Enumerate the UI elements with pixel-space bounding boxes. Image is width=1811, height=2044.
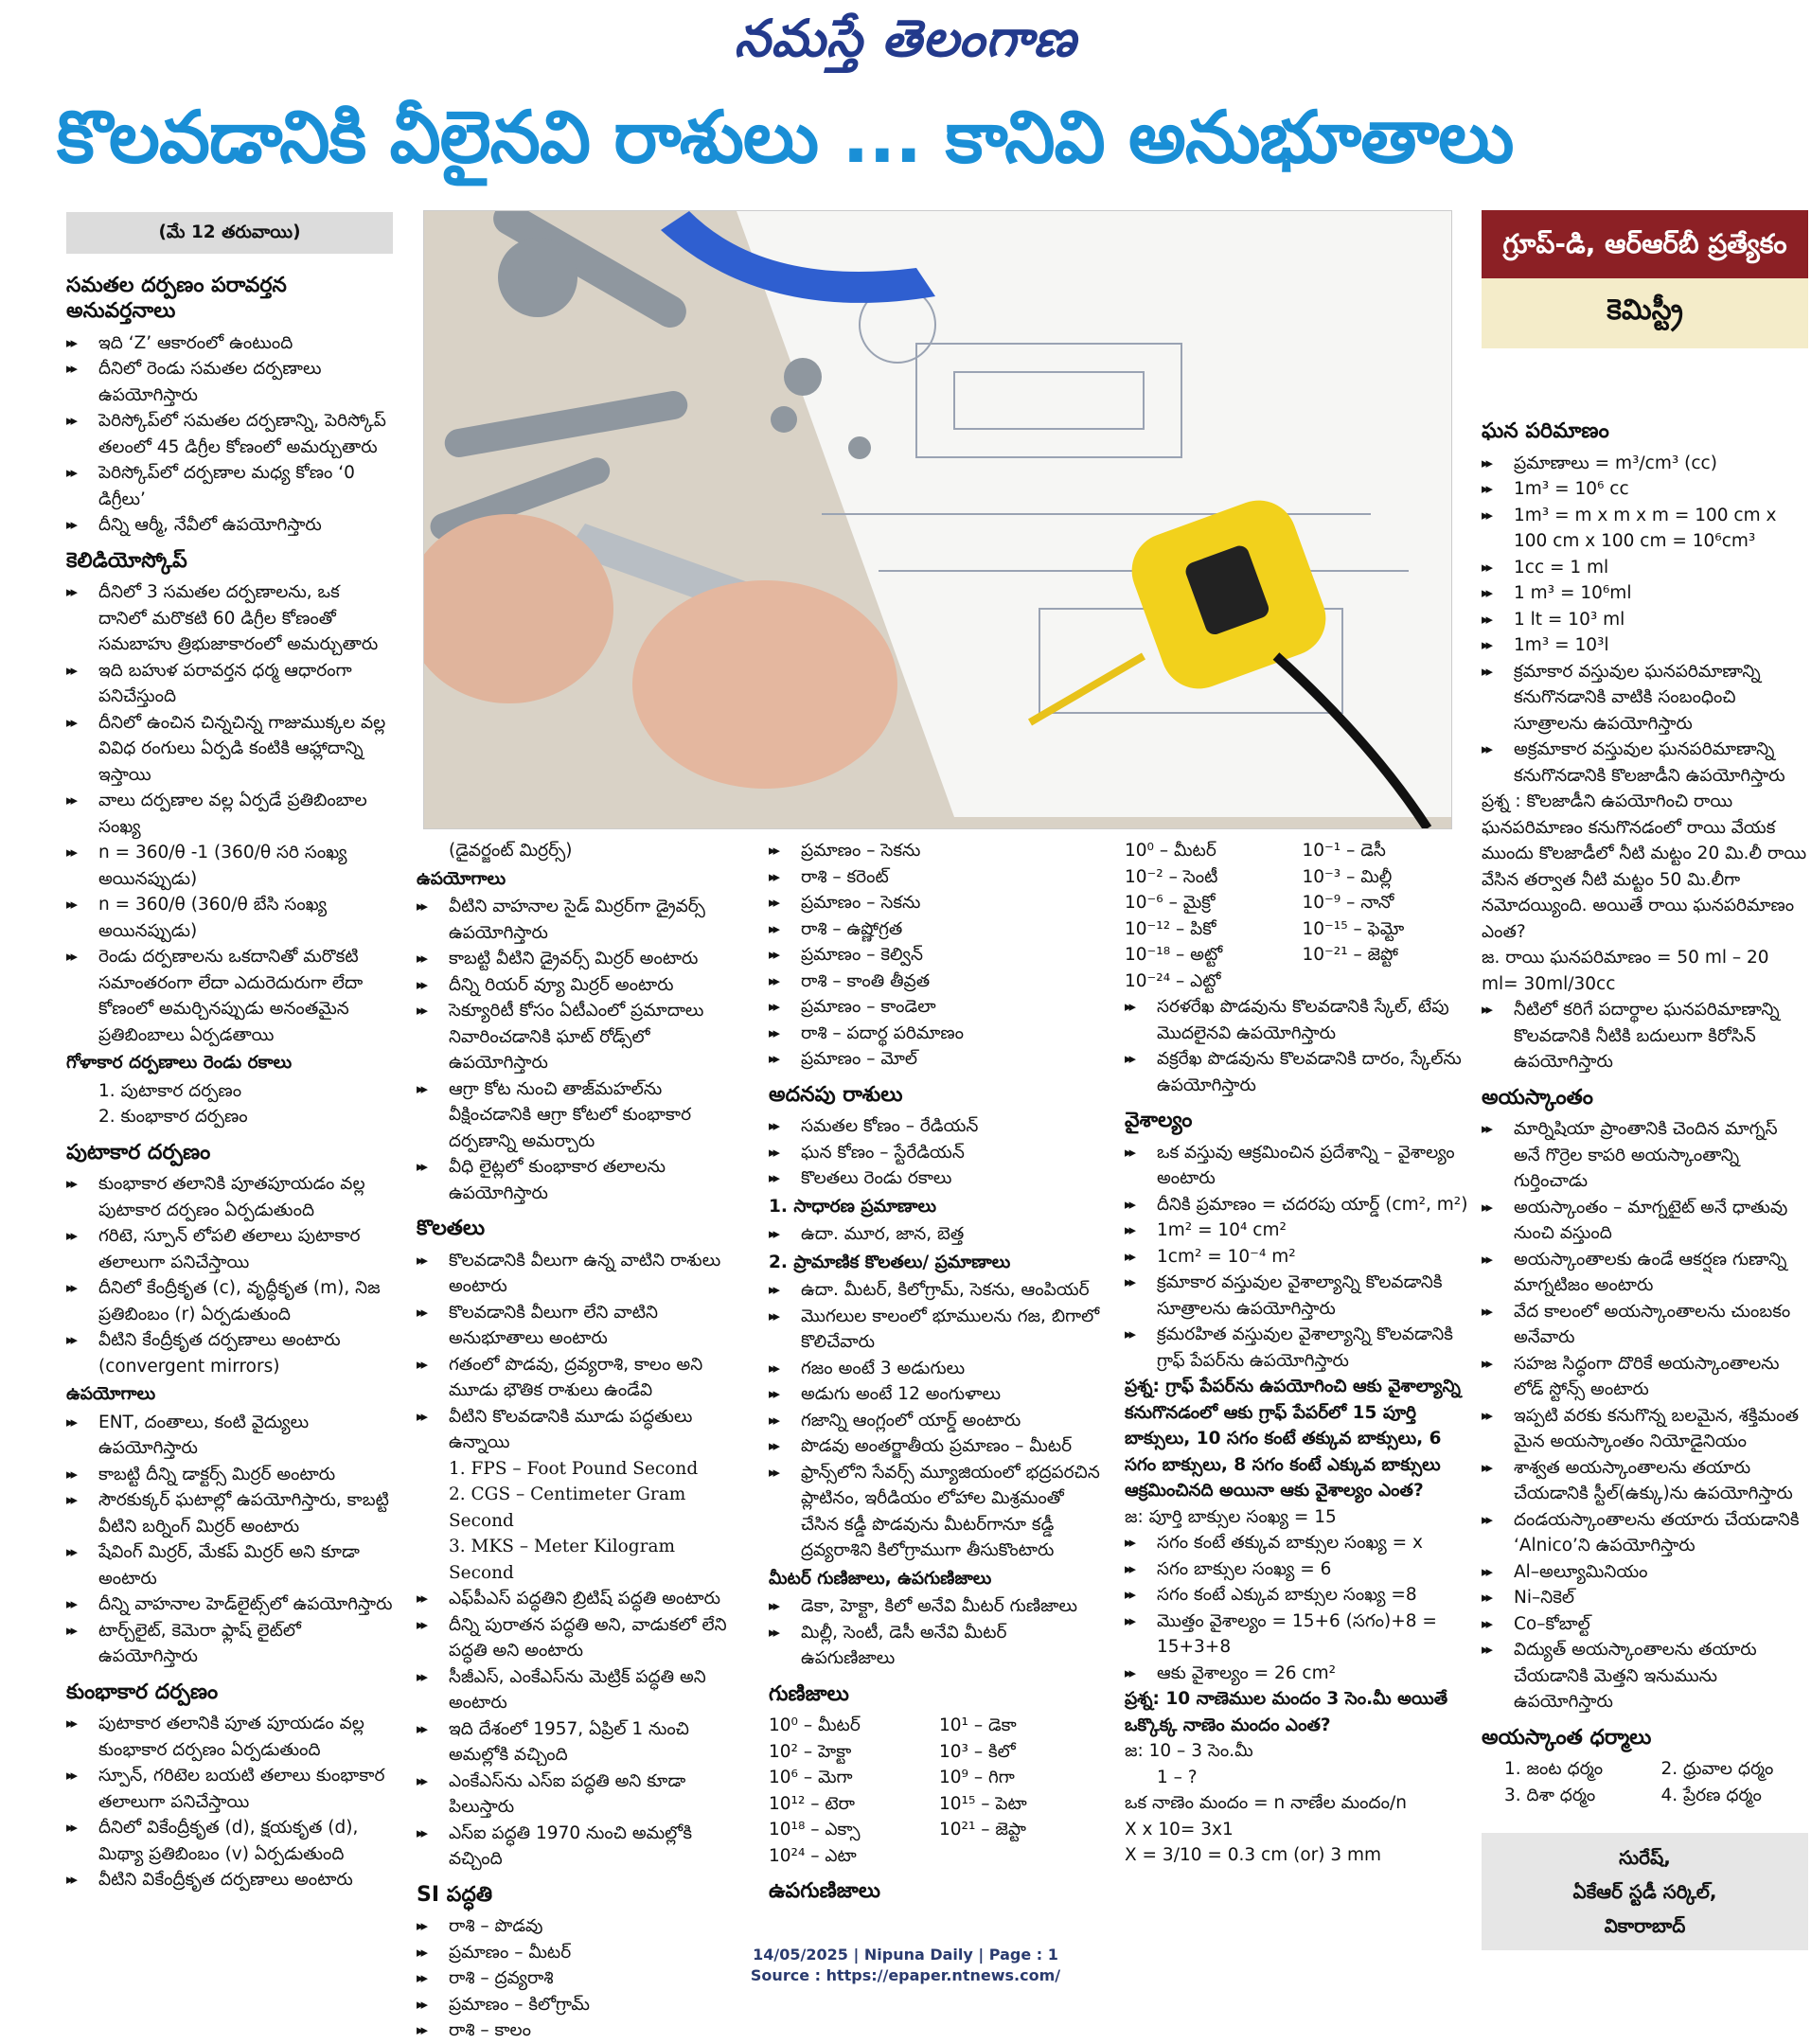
answer-line: జ: 10 – 3 సెం.మీ (1125, 1741, 1253, 1761)
list-item: ▸▸ సౌరకుక్కర్‌ ఘటాల్లో ఉపయోగిస్తారు, కాబట్టి వీటిని బర్నింగ్‌ మిర్రర్‌ అంటారు (66, 1487, 393, 1539)
list-item: ▸▸ వీటిని వికేంద్రీకృత దర్పణాలు అంటారు (66, 1867, 393, 1893)
list-standard-units (769, 1277, 1100, 1564)
list-item: ▸▸ దీనిలో రెండు సమతల దర్పణాలు ఉపయోగిస్తారు (66, 356, 393, 408)
list-item: ▸▸ ఉదా. మీటర్‌, కిలోగ్రామ్‌, సెకను, ఆంపియర్‌ (769, 1277, 1100, 1304)
list-item: ▸▸ ప్రమాణం – మీటర్‌ (417, 1940, 738, 1966)
list-item: ▸▸ ప్రమాణం – సెకను (769, 890, 1100, 916)
list-item: ▸▸ కాబట్టి దీన్ని డాక్టర్స్‌ మిర్రర్‌ అంటారు (66, 1462, 393, 1488)
list-item: ▸▸ క్రమాకార వస్తువుల ఘనపరిమాణాన్ని కనుగొనడానికి వాటికి సంబంధించి సూత్రాలను ఉపయోగిస్తారు (1482, 659, 1808, 738)
list-measurements (417, 1248, 738, 1456)
list-item: ▸▸ ఒక వస్తువు ఆక్రమించిన ప్రదేశాన్ని – వైశాల్యం అంటారు (1125, 1140, 1470, 1192)
column-a (66, 212, 393, 1893)
list-item: ▸▸ ENT, దంతాలు, కంటి వైద్యులు ఉపయోగిస్తారు (66, 1410, 393, 1462)
list-item: ▸▸ 1m³ = 10³l (1482, 632, 1808, 659)
author-org: ఏకేఆర్‌ స్టడీ సర్కిల్‌, (1572, 1880, 1717, 1903)
list-meter-multiples (769, 1593, 1100, 1672)
multiple-item: 10¹² – టెరా (769, 1793, 856, 1814)
multiple-item: 10² – హెక్టా (769, 1741, 852, 1762)
list-item: ▸▸ n = 360/θ -1 (360/θ సరి సంఖ్య అయినప్పుడు) (66, 840, 393, 892)
heading-standard-units: 2. ప్రామాణిక కొలతలు/ ప్రమాణాలు (769, 1252, 1011, 1272)
column-e (1482, 409, 1808, 1950)
list-item: ▸▸ వీటిని వాహనాల సైడ్‌ మిర్రర్‌గా డ్రైవర్స్‌ ఉపయోగిస్తారు (417, 894, 738, 946)
section-header-box (1482, 210, 1808, 348)
list-item: ▸▸ రాశి – ద్రవ్యరాశి (417, 1965, 738, 1992)
list-item: ▸▸ ఇది బహుళ పరావర్తన ధర్మ ఆధారంగా పనిచేస్తుంది (66, 658, 393, 710)
list-item: ▸▸ సగం కంటే ఎక్కువ బాక్సుల సంఖ్య =8 (1125, 1582, 1470, 1609)
submultiple-item: 10⁻⁹ – నానో (1302, 893, 1394, 913)
list-item: ▸▸ స్పూన్‌, గరిటెల బయటి తలాలు కుంభాకార తలాలుగా పనిచేస్తాయి (66, 1763, 393, 1815)
list-item: ▸▸ ఫ్రాన్స్‌లోని సేవర్స్‌ మ్యూజియంలో భద్రపరచిన ప్లాటినం, ఇరీడియం లోహాల మిశ్రమంతో చేసిన కడ్డీ పొడవును మీటర్‌గానూ కడ్డీ ద్రవ్యరాశిని కిలోగ్రాముగా తీసుకొంటారు (769, 1460, 1100, 1564)
list-item: ▸▸ 1cc = 1 ml (1482, 555, 1808, 581)
list-item: ▸▸ సగం బాక్సుల సంఖ్య = 6 (1125, 1556, 1470, 1583)
list-item: ▸▸ రాశి – కాంతి తీవ్రత (769, 969, 1100, 995)
list-item: ▸▸ దీనిలో ఉంచిన చిన్నచిన్న గాజుముక్కల వల్ల వివిధ రంగులు ఏర్పడి కంటికి ఆహ్లాదాన్ని ఇస్తాయి (66, 710, 393, 789)
property-item: 3. దిశా ధర్మం (1504, 1785, 1596, 1805)
list-item: ▸▸ ఎస్‌ఐ పద్ధతి 1970 నుంచి అమల్లోకి వచ్చింది (417, 1821, 738, 1873)
column-c (769, 838, 1100, 1911)
list-item: ▸▸ ఆకు వైశాల్యం = 26 cm² (1125, 1661, 1470, 1687)
list-item: ▸▸ ఇది ‘Z’ ఆకారంలో ఉంటుంది (66, 330, 393, 357)
list-item: ▸▸ గరిటె, స్పూన్‌ లోపలి తలాలు పుటాకార తలాలుగా పనిచేస్తాయి (66, 1223, 393, 1275)
list-item: ▸▸ అయస్కాంతాలకు ఉండే ఆకర్షణ గుణాన్ని మాగ్నటిజం అంటారు (1482, 1247, 1808, 1299)
continued-text: (డైవర్జంట్‌ మిర్రర్స్‌) (449, 841, 573, 861)
list-item: ▸▸ వక్రరేఖ పొడవును కొలవడానికి దారం, స్కేల్‌ను ఉపయోగిస్తారు (1125, 1046, 1470, 1098)
list-item: ▸▸ సగం కంటే తక్కువ బాక్సుల సంఖ్య = x (1125, 1530, 1470, 1556)
list-item: ▸▸ రాశి – కాలం (417, 2017, 738, 2044)
list-item: ▸▸ దీన్ని వాహనాల హెడ్‌లైట్స్‌లో ఉపయోగిస్తారు (66, 1591, 393, 1618)
list-concave (66, 1171, 393, 1379)
list-item: ▸▸ కొలతలు రెండు రకాలు (769, 1165, 1100, 1192)
list-item: 2. కుంభాకార దర్పణం (98, 1107, 248, 1127)
list-item: ▸▸ మార్నిషియా ప్రాంతానికి చెందిన మాగ్నస్‌ అనే గొర్రెల కాపరి అయస్కాంతాన్ని గుర్తించాడు (1482, 1116, 1808, 1195)
list-item: ▸▸ మిల్లీ, సెంటీ, డెసీ అనేవి మీటర్‌ ఉపగుణిజాలు (769, 1620, 1100, 1672)
footer-source-line[interactable]: Source : https://epaper.ntnews.com/ (750, 1966, 1061, 1984)
list-item: ▸▸ 1m³ = m x m x m = 100 cm x 100 cm x 100 cm = 10⁶cm³ (1482, 503, 1808, 555)
list-item: ▸▸ 1cm² = 10⁻⁴ m² (1125, 1244, 1470, 1271)
section-title: గ్రూప్‌-డి, ఆర్‌ఆర్‌బీ ప్రత్యేకం (1482, 210, 1808, 278)
list-area (1125, 1140, 1470, 1375)
list-item: ▸▸ వాలు దర్పణాల వల్ల ఏర్పడే ప్రతిబింబాల సంఖ్య (66, 788, 393, 840)
list-leaf-solution (1125, 1530, 1470, 1686)
list-general-units (769, 1221, 1100, 1248)
list-item: ▸▸ క్రమాకార వస్తువుల వైశాల్యాన్ని కొలవడానికి సూత్రాలను ఉపయోగిస్తారు (1125, 1270, 1470, 1322)
answer-line: 1 – ? (1157, 1767, 1198, 1787)
list-volume (1482, 451, 1808, 790)
submultiple-item: 10⁻³ – మిల్లీ (1302, 866, 1393, 887)
multiple-item: 10⁶ – మెగా (769, 1768, 853, 1787)
list-item: ▸▸ n = 360/θ (360/θ బేసి సంఖ్య అయినప్పుడు) (66, 892, 393, 944)
heading-magnet-properties: అయస్కాంత ధర్మాలు (1482, 1725, 1652, 1750)
list-item: ▸▸ ప్రమాణం – మోల్‌ (769, 1046, 1100, 1073)
question-coin-thickness: ప్రశ్న: 10 నాణెముల మందం 3 సెం.మీ అయితే ఒక్కొక్క నాణెం మందం ఎంత? (1125, 1689, 1448, 1735)
submultiple-item: 10⁻² – సెంటీ (1125, 866, 1218, 887)
list-item: ▸▸ దీనిలో 3 సమతల దర్పణాలను, ఒక దానిలో మరొకటి 60 డిగ్రీల కోణంతో సమబాహు త్రిభుజాకారంలో అమర్చుతారు (66, 579, 393, 658)
list-item: ▸▸ వీటిని కొలవడానికి మూడు పద్ధతులు ఉన్నాయి (417, 1404, 738, 1456)
list-additional (769, 1113, 1100, 1192)
multiple-item: 10¹⁵ – పెటా (939, 1793, 1027, 1814)
list-systems-notes (417, 1586, 738, 1873)
multiple-item: 10¹ – డెకా (939, 1715, 1017, 1735)
list-item: ▸▸ ప్రమాణం – కాండెలా (769, 994, 1100, 1021)
masthead-logo: నమస్తే తెలంగాణ (734, 8, 1077, 68)
column-b (417, 838, 738, 2044)
list-item: ▸▸ దీన్ని ఆర్మీ, నేవీలో ఉపయోగిస్తారు (66, 512, 393, 539)
list-item: ▸▸ ఘన కోణం – స్టేరేడియన్‌ (769, 1140, 1100, 1166)
multiple-item: 10³ – కిలో (939, 1741, 1016, 1762)
list-item: ▸▸ గజం అంటే 3 అడుగులు (769, 1356, 1100, 1382)
list-item: ▸▸ నీటిలో కరిగే పదార్థాల ఘనపరిమాణాన్ని కొలవడానికి నీటికి బదులుగా కిరోసిన్‌ ఉపయోగిస్తారు (1482, 997, 1808, 1075)
list-item: ▸▸ ఇది దేశంలో 1957, ఏప్రిల్‌ 1 నుంచి అమల్లోకి వచ్చింది (417, 1716, 738, 1769)
list-item: ▸▸ క్రమరహిత వస్తువుల వైశాల్యాన్ని కొలవడానికి గ్రాఫ్‌ పేపర్‌ను ఉపయోగిస్తారు (1125, 1322, 1470, 1374)
heading-measurements: కొలతలు (417, 1217, 486, 1240)
heading-concave-mirror: పుటాకార దర్పణం (66, 1140, 211, 1164)
list-item: ▸▸ సమతల కోణం – రేడియన్‌ (769, 1113, 1100, 1140)
headline: కొలవడానికి వీలైనవి రాశులు ... కానివి అనుభూతాలు (57, 95, 1514, 179)
heading-general-units: 1. సాధారణ ప్రమాణాలు (769, 1196, 937, 1217)
list-item: ▸▸ ప్రమాణాలు = m³/cm³ (cc) (1482, 451, 1808, 477)
list-item: ▸▸ పెరిస్కోప్‌లో సమతల దర్పణాన్ని, పెరిస్కోప్‌ తలంలో 45 డిగ్రీల కోణంలో అమర్చుతారు (66, 408, 393, 460)
submultiple-item: 10⁰ – మీటర్‌ (1125, 841, 1216, 861)
list-item: ▸▸ ఎంకేఎస్‌ను ఎస్‌ఐ పద్ధతి అని కూడా పిలుస్తారు (417, 1769, 738, 1821)
heading-additional-quantities: అదనపు రాశులు (769, 1082, 903, 1107)
heading-plane-mirror-uses: సమతల దర్పణం పరావర్తన అనువర్తనాలు (66, 273, 287, 323)
submultiple-item: 10⁻¹² – పికో (1125, 918, 1216, 939)
heading-kaleidoscope: కెలిడియోస్కోప్‌ (66, 548, 187, 573)
submultiples-grid (1125, 838, 1470, 994)
list-item: ▸▸ దీన్ని రియర్‌ వ్యూ మిర్రర్‌ అంటారు (417, 972, 738, 999)
list-item: ▸▸ మొగలుల కాలంలో భూములను గజ, బిగాలో కొలిచేవారు (769, 1304, 1100, 1356)
heading-volume: ఘన పరిమాణం (1482, 419, 1609, 443)
list-item: ▸▸ ఎఫ్‌పీఎస్‌ పద్ధతిని బ్రిటిష్‌ పద్ధతి అంటారు (417, 1586, 738, 1612)
list-item: ▸▸ శాశ్వత అయస్కాంతాలను తయారు చేయడానికి స్టీల్‌(ఉక్కు)ను ఉపయోగిస్తారు (1482, 1455, 1808, 1507)
list-item: ▸▸ ప్రమాణం – సెకను (769, 838, 1100, 864)
question-stone-volume: ప్రశ్న : కొలజాడీని ఉపయోగించి రాయి ఘనపరిమాణం కనుగొనడంలో రాయి వేయక ముందు కొలజాడీలో నీటి మట్టం 20 మి.లీ రాయి వేసిన తర్వాత నీటి మట్టం 50 మి.లీగా నమోదయ్యింది. అయితే రాయి ఘనపరిమాణం ఎంత? (1482, 791, 1807, 942)
submultiple-item: 10⁻¹⁵ – ఫెమ్టో (1302, 918, 1405, 939)
property-item: 4. ప్రేరణ ధర్మం (1660, 1785, 1762, 1805)
list-item: ▸▸ 1m² = 10⁴ cm² (1125, 1218, 1470, 1244)
list-si-continued (769, 838, 1100, 1073)
list-convex (66, 1711, 393, 1893)
list-item: ▸▸ కొలవడానికి వీలుగా లేని వాటిని అనుభూతాలు అంటారు (417, 1300, 738, 1352)
list-item: ▸▸ ప్రమాణం – కిలోగ్రామ్‌ (417, 1992, 738, 2018)
question-leaf-area: ప్రశ్న: గ్రాఫ్‌ పేపర్‌ను ఉపయోగించి ఆకు వైశాల్యాన్ని కనుగొనడంలో ఆకు గ్రాఫ్‌ పేపర్‌లో 15 పూర్తి బాక్సులు, 10 సగం కంటే తక్కువ బాక్సులు, 6 సగం బాక్సులు, 8 సగం కంటే ఎక్కువ బాక్సులు ఆక్రమించినది అయినా ఆకు వైశాల్యం ఎంత? (1125, 1377, 1461, 1501)
submultiple-item: 10⁻¹⁸ – అట్టో (1125, 945, 1223, 965)
list-item: ▸▸ రాశి – కరెంట్‌ (769, 864, 1100, 891)
list-item: ▸▸ అయస్కాంతం – మాగ్నటైట్‌ అనే ధాతువు నుంచి వస్తుంది (1482, 1195, 1808, 1247)
answer-line: ఒక నాణెం మందం = n నాణేల మందం/n (1125, 1793, 1407, 1813)
list-item: ▸▸ 1 m³ = 10⁶ml (1482, 580, 1808, 607)
list-convex-uses (417, 894, 738, 1206)
list-concave-uses (66, 1410, 393, 1670)
list-item: ▸▸ ఉదా. మూర, జాన, బెత్త (769, 1221, 1100, 1248)
heading-multiples: గుణిజాలు (769, 1681, 849, 1706)
system-fps: 1. FPS – Foot Pound Second (449, 1458, 699, 1479)
property-item: 1. జంట ధర్మం (1504, 1759, 1604, 1779)
list-item: ▸▸ 1 lt = 10³ ml (1482, 607, 1808, 633)
list-item: ▸▸ కొలవడానికి వీలుగా ఉన్న వాటిని రాశులు అంటారు (417, 1248, 738, 1300)
magnet-properties-grid (1482, 1756, 1808, 1808)
answer-line: X = 3/10 = 0.3 cm (or) 3 mm (1125, 1845, 1382, 1865)
author-name: సురేష్‌, (1619, 1846, 1671, 1869)
answer-line: X x 10= 3x1 (1125, 1819, 1234, 1840)
list-kaleidoscope (66, 579, 393, 1048)
photo-illustration (424, 211, 1451, 828)
list-item: ▸▸ రెండు దర్పణాలను ఒకదానితో మరొకటి సమాంతరంగా లేదా ఎదురెదురుగా లేదా కోణంలో అమర్చినప్పుడు అనంతమైన ప్రతిబింబాలు ఏర్పడతాయి (66, 944, 393, 1048)
list-item: ▸▸ సెక్యూరిటీ కోసం ఏటీఎంలో ప్రమాదాలు నివారించడానికి ఘాట్‌ రోడ్స్‌లో ఉపయోగిస్తారు (417, 998, 738, 1076)
list-item: ▸▸ విద్యుత్‌ అయస్కాంతాలను తయారు చేయడానికి మెత్తని ఇనుమును ఉపయోగిస్తారు (1482, 1637, 1808, 1715)
multiple-item: 10⁰ – మీటర్‌ (769, 1715, 861, 1735)
list-spherical-types (66, 1078, 393, 1130)
list-item: ▸▸ ప్రమాణం – కెల్విన్‌ (769, 942, 1100, 969)
submultiple-item: 10⁻¹ – డెసీ (1302, 841, 1386, 861)
list-item: ▸▸ కాబట్టి వీటిని డ్రైవర్స్‌ మిర్రర్‌ అంటారు (417, 946, 738, 972)
multiple-item: 10⁹ – గిగా (939, 1768, 1015, 1787)
list-item: ▸▸ పుటాకార తలానికి పూత పూయడం వల్ల కుంభాకార దర్పణం ఏర్పడుతుంది (66, 1711, 393, 1763)
heading-si-system: SI పద్ధతి (417, 1882, 493, 1907)
list-item: ▸▸ సరళరేఖ పొడవును కొలవడానికి స్కేల్‌, టేపు మొదలైనవి ఉపయోగిస్తారు (1125, 994, 1470, 1046)
list-length-tools (1125, 994, 1470, 1098)
list-item: ▸▸ అక్రమాకార వస్తువుల ఘనపరిమాణాన్ని కనుగొనడానికి కొలజాడీని ఉపయోగిస్తారు (1482, 737, 1808, 789)
list-item: ▸▸ అడుగు అంటే 12 అంగుళాలు (769, 1381, 1100, 1408)
list-item: ▸▸ డెకా, హెక్టా, కిలో అనేవి మీటర్‌ గుణిజాలు (769, 1593, 1100, 1620)
list-item: ▸▸ దీన్ని పురాతన పద్ధతి అని, వాడుకలో లేని పద్ధతి అని అంటారు (417, 1612, 738, 1664)
continued-note: (మే 12 తరువాయి) (66, 212, 393, 254)
author-box (1482, 1833, 1808, 1950)
list-item: ▸▸ సీజీఎస్‌, ఎంకేఎస్‌ను మెట్రిక్‌ పద్ధతి అని అంటారు (417, 1664, 738, 1716)
list-item: ▸▸ షేవింగ్‌ మిర్రర్‌, మేకప్‌ మిర్రర్‌ అని కూడా అంటారు (66, 1539, 393, 1591)
list-item: ▸▸ వీధి లైట్లలో కుంభాకార తలాలను ఉపయోగిస్తారు (417, 1154, 738, 1206)
multiple-item: 10²¹ – జెప్టా (939, 1820, 1026, 1840)
list-item: ▸▸ ఇప్పటి వరకు కనుగొన్న బలమైన, శక్తిమంత మైన అయస్కాంతం నియోడైనియం (1482, 1403, 1808, 1455)
measuring-tools-photo (423, 210, 1452, 829)
unit-systems (417, 1456, 738, 1587)
submultiple-item: 10⁻²¹ – జెప్టో (1302, 945, 1399, 965)
submultiple-item: 10⁻⁶ – మైక్రో (1125, 893, 1216, 913)
list-magnet (1482, 1116, 1808, 1715)
heading-convex-mirror: కుంభాకార దర్పణం (66, 1680, 219, 1704)
heading-uses: ఉపయోగాలు (417, 868, 506, 889)
list-item: ▸▸ Al–అల్యూమినియం (1482, 1559, 1808, 1586)
list-item: ▸▸ పెరిస్కోప్‌లో దర్పణాల మధ్య కోణం ‘0 డిగ్రీలు’ (66, 460, 393, 512)
system-mks: 3. MKS – Meter Kilogram Second (449, 1537, 676, 1583)
list-item: ▸▸ Ni–నికెల్‌ (1482, 1585, 1808, 1611)
list-item: ▸▸ టార్చ్‌లైట్‌, కెమెరా ఫ్లాష్‌ లైట్‌లో ఉపయోగిస్తారు (66, 1618, 393, 1670)
heading-magnet: అయస్కాంతం (1482, 1085, 1593, 1110)
heading-spherical-mirrors: గోళాకార దర్పణాలు రెండు రకాలు (66, 1053, 293, 1073)
author-place: వికారాబాద్‌ (1604, 1914, 1686, 1937)
list-item: ▸▸ ఆగ్రా కోట నుంచి తాజ్‌మహల్‌ను వీక్షించడానికి ఆగ్రా కోటలో కుంభాకార దర్పణాన్ని అమర్చారు (417, 1076, 738, 1155)
list-item: ▸▸ గతంలో పొడవు, ద్రవ్యరాశి, కాలం అని మూడు భౌతిక రాశులు ఉండేవి (417, 1352, 738, 1404)
list-item: ▸▸ వీటిని కేంద్రీకృత దర్పణాలు అంటారు (convergent mirrors) (66, 1327, 393, 1379)
list-item: ▸▸ 1m³ = 10⁶ cc (1482, 476, 1808, 503)
list-item: ▸▸ Co–కోబాల్ట్‌ (1482, 1611, 1808, 1638)
footer-date-line: 14/05/2025 | Nipuna Daily | Page : 1 (753, 1946, 1058, 1964)
column-d (1125, 838, 1470, 1869)
list-item: ▸▸ కుంభాకార తలానికి పూతపూయడం వల్ల పుటాకార దర్పణం ఏర్పడుతుంది (66, 1171, 393, 1223)
heading-meter-multiples: మీటర్‌ గుణిజాలు, ఉపగుణిజాలు (769, 1568, 992, 1589)
page-footer (0, 1945, 1811, 1986)
list-item: ▸▸ రాశి – ఉష్ణోగ్రత (769, 916, 1100, 943)
multiple-item: 10¹⁸ – ఎక్సా (769, 1820, 861, 1840)
list-volume-note (1482, 997, 1808, 1075)
submultiple-item: 10⁻²⁴ – ఎట్టో (1125, 970, 1221, 991)
list-item: ▸▸ దీనిలో కేంద్రీకృత (c), వృద్ధీకృత (m), నిజ ప్రతిబింబం (r) ఏర్పడుతుంది (66, 1275, 393, 1327)
list-item: ▸▸ వేద కాలంలో అయస్కాంతాలను చుంబకం అనేవారు (1482, 1299, 1808, 1351)
list-plane-mirror (66, 330, 393, 539)
list-item: 1. పుటాకార దర్పణం (98, 1080, 242, 1101)
answer-stone-volume: జ. రాయి ఘనపరిమాణం = 50 ml – 20 ml= 30ml/30cc (1482, 948, 1769, 994)
multiples-grid (769, 1713, 1100, 1869)
list-item: ▸▸ గజాన్ని ఆంగ్లంలో యార్డ్‌ అంటారు (769, 1408, 1100, 1434)
heading-uses: ఉపయోగాలు (66, 1384, 156, 1404)
list-item: ▸▸ మొత్తం వైశాల్యం = 15+6 (సగం)+8 = 15+3+8 (1125, 1609, 1470, 1661)
list-item: ▸▸ దీనికి ప్రమాణం = చదరపు యార్డ్‌ (cm², m²) (1125, 1192, 1470, 1218)
answer-leaf-area: జ: పూర్తి బాక్సుల సంఖ్య = 15 (1125, 1506, 1337, 1527)
list-item: ▸▸ రాశి – పదార్థ పరిమాణం (769, 1021, 1100, 1047)
section-subject: కెమిస్ట్రీ (1482, 278, 1808, 348)
list-item: ▸▸ సహజ సిద్ధంగా దొరికే అయస్కాంతాలను లోడ్‌ స్టోన్స్‌ అంటారు (1482, 1351, 1808, 1403)
list-item: ▸▸ రాశి – పొడవు (417, 1913, 738, 1940)
multiple-item: 10²⁴ – ఎటా (769, 1845, 857, 1866)
heading-submultiples: ఉపగుణిజాలు (769, 1879, 881, 1903)
system-cgs: 2. CGS – Centimeter Gram Second (449, 1484, 686, 1531)
heading-area: వైశాల్యం (1125, 1109, 1193, 1132)
property-item: 2. ధ్రువాల ధర్మం (1660, 1759, 1774, 1779)
list-item: ▸▸ దీనిలో వికేంద్రీకృత (d), క్షయకృత (d), మిథ్యా ప్రతిబింబం (v) ఏర్పడుతుంది (66, 1815, 393, 1867)
list-item: ▸▸ పొడవు అంతర్జాతీయ ప్రమాణం – మీటర్‌ (769, 1433, 1100, 1460)
list-item: ▸▸ దండయస్కాంతాలను తయారు చేయడానికి ‘Alnico’ని ఉపయోగిస్తారు (1482, 1507, 1808, 1559)
